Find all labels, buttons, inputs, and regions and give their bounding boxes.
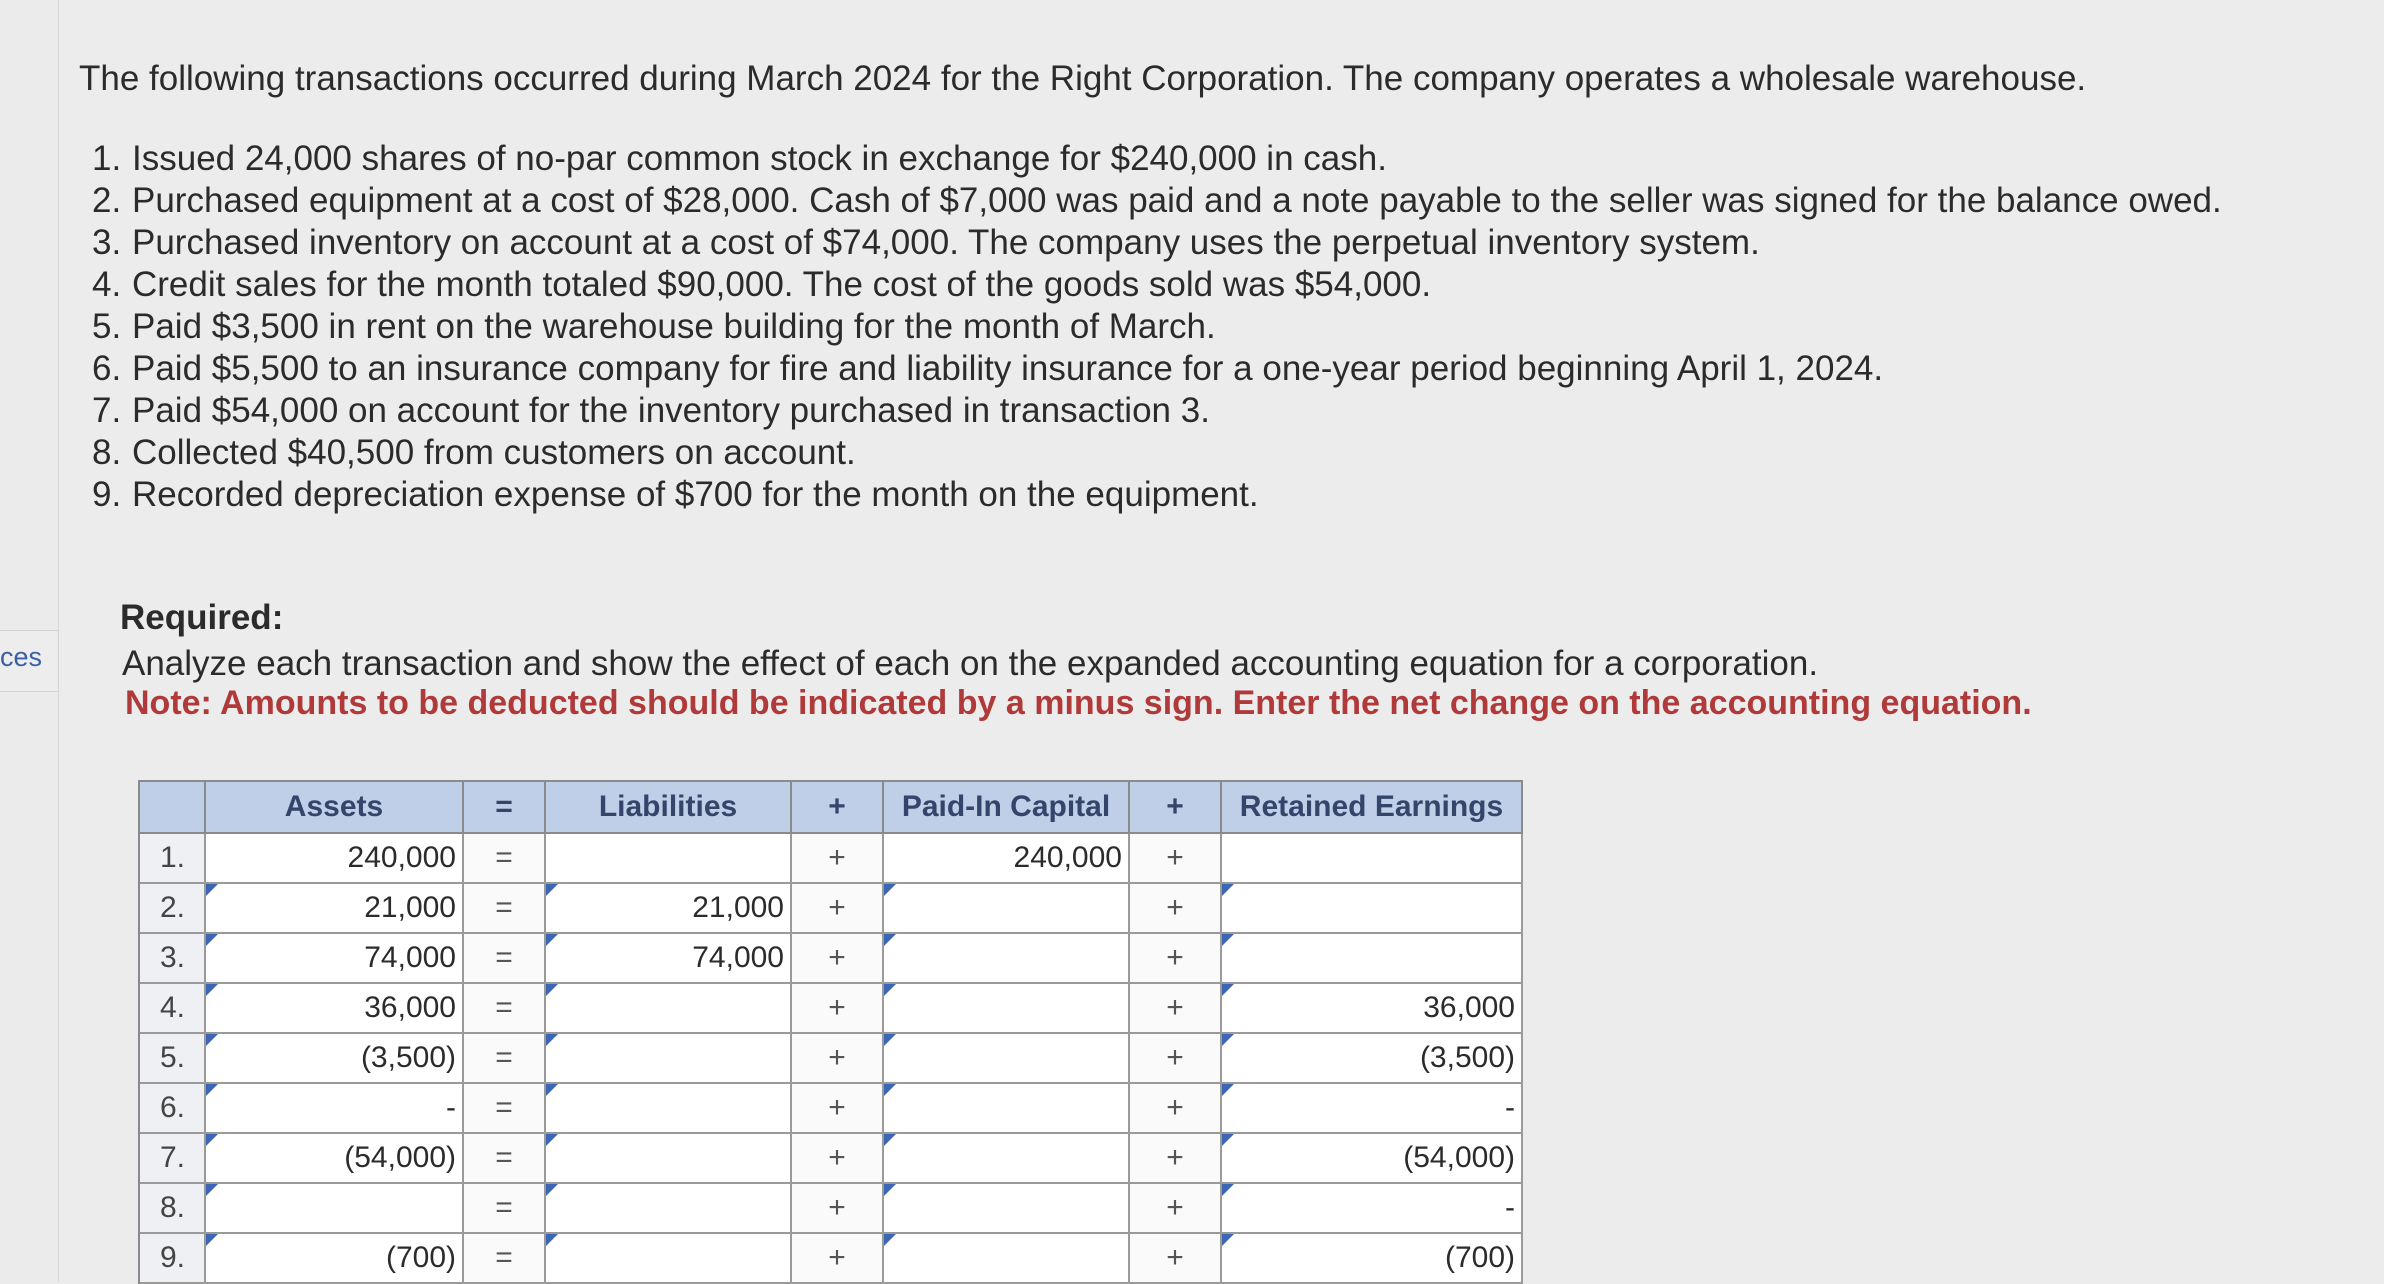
assets-input[interactable]: - [206, 1084, 462, 1132]
liabilities-input[interactable] [546, 1034, 790, 1082]
equals-sign: = [464, 1234, 546, 1284]
side-tab-label[interactable]: ces [0, 642, 43, 672]
table-row [140, 1134, 1523, 1184]
problem-intro: The following transactions occurred during March 2024 for the Right Corporation. The company operates a wholesale warehouse. [79, 59, 2087, 98]
header-plus-2: + [1130, 782, 1222, 834]
header-retained-earnings: Retained Earnings [1222, 782, 1523, 834]
paid-in-capital-cell [884, 884, 1130, 934]
row-number: 5. [140, 1034, 206, 1084]
transaction-text: Paid $3,500 in rent on the warehouse building for the month of March. [132, 307, 1216, 346]
assets-cell [206, 1134, 464, 1184]
table-header-row [140, 782, 1523, 834]
liabilities-input[interactable] [546, 1134, 790, 1182]
table-row [140, 984, 1523, 1034]
equals-sign: = [464, 884, 546, 934]
row-number: 8. [140, 1184, 206, 1234]
paid-in-capital-input[interactable] [884, 984, 1128, 1032]
note-text: Note: Amounts to be deducted should be indicated by a minus sign. Enter the net change on the accounting equation. [125, 684, 2032, 722]
assets-cell [206, 934, 464, 984]
retained-earnings-input[interactable]: - [1222, 1084, 1521, 1132]
retained-earnings-input[interactable]: (700) [1222, 1234, 1521, 1282]
paid-in-capital-input[interactable] [884, 934, 1128, 982]
transaction-text: Purchased inventory on account at a cost of $74,000. The company uses the perpetual inventory system. [132, 223, 1760, 262]
assets-input[interactable]: (54,000) [206, 1134, 462, 1182]
liabilities-cell [546, 1134, 792, 1184]
transaction-number: 8. [92, 433, 122, 472]
paid-in-capital-cell [884, 1134, 1130, 1184]
row-number: 2. [140, 884, 206, 934]
equals-sign: = [464, 1034, 546, 1084]
liabilities-cell [546, 1084, 792, 1134]
liabilities-cell [546, 984, 792, 1034]
liabilities-cell [546, 1184, 792, 1234]
assets-input[interactable]: 240,000 [206, 834, 462, 882]
retained-earnings-input[interactable] [1222, 934, 1521, 982]
row-number: 7. [140, 1134, 206, 1184]
transaction-item [92, 348, 2292, 390]
assets-cell [206, 1234, 464, 1284]
header-paid-in-capital: Paid-In Capital [884, 782, 1130, 834]
liabilities-cell [546, 1034, 792, 1084]
retained-earnings-input[interactable] [1222, 834, 1521, 882]
assets-cell [206, 1084, 464, 1134]
assets-input[interactable]: 21,000 [206, 884, 462, 932]
plus-sign: + [792, 834, 884, 884]
retained-earnings-cell [1222, 1084, 1523, 1134]
paid-in-capital-cell [884, 1034, 1130, 1084]
retained-earnings-cell [1222, 1184, 1523, 1234]
plus-sign: + [1130, 1234, 1222, 1284]
plus-sign: + [1130, 1034, 1222, 1084]
header-liabilities: Liabilities [546, 782, 792, 834]
assets-input[interactable] [206, 1184, 462, 1232]
transaction-number: 4. [92, 265, 122, 304]
plus-sign: + [792, 884, 884, 934]
assets-input[interactable]: (700) [206, 1234, 462, 1282]
paid-in-capital-input[interactable]: 240,000 [884, 834, 1128, 882]
equals-sign: = [464, 984, 546, 1034]
transaction-item [92, 138, 2292, 180]
transaction-number: 1. [92, 139, 122, 178]
row-number: 6. [140, 1084, 206, 1134]
transaction-item [92, 474, 2292, 516]
liabilities-input[interactable] [546, 1084, 790, 1132]
transaction-number: 5. [92, 307, 122, 346]
paid-in-capital-input[interactable] [884, 1134, 1128, 1182]
plus-sign: + [792, 1184, 884, 1234]
retained-earnings-input[interactable]: 36,000 [1222, 984, 1521, 1032]
header-equals: = [464, 782, 546, 834]
paid-in-capital-cell [884, 1084, 1130, 1134]
plus-sign: + [1130, 1134, 1222, 1184]
row-number: 1. [140, 834, 206, 884]
transaction-text: Paid $54,000 on account for the inventory purchased in transaction 3. [132, 391, 1210, 430]
assets-input[interactable]: 74,000 [206, 934, 462, 982]
transaction-item [92, 432, 2292, 474]
paid-in-capital-cell [884, 984, 1130, 1034]
accounting-equation-table [138, 780, 1523, 1284]
transaction-number: 2. [92, 181, 122, 220]
assets-input[interactable]: 36,000 [206, 984, 462, 1032]
plus-sign: + [1130, 1084, 1222, 1134]
paid-in-capital-input[interactable] [884, 1234, 1128, 1282]
transaction-item [92, 306, 2292, 348]
plus-sign: + [1130, 834, 1222, 884]
plus-sign: + [792, 1134, 884, 1184]
liabilities-input[interactable]: 74,000 [546, 934, 790, 982]
paid-in-capital-input[interactable] [884, 1034, 1128, 1082]
row-number: 9. [140, 1234, 206, 1284]
plus-sign: + [792, 1084, 884, 1134]
plus-sign: + [792, 1034, 884, 1084]
plus-sign: + [792, 934, 884, 984]
liabilities-cell [546, 834, 792, 884]
row-number: 4. [140, 984, 206, 1034]
transaction-text: Recorded depreciation expense of $700 for the month on the equipment. [132, 475, 1259, 514]
paid-in-capital-input[interactable] [884, 1084, 1128, 1132]
transaction-text: Credit sales for the month totaled $90,000. The cost of the goods sold was $54,000. [132, 265, 1432, 304]
transaction-item [92, 180, 2292, 222]
header-num [140, 782, 206, 834]
transaction-text: Collected $40,500 from customers on account. [132, 433, 856, 472]
equals-sign: = [464, 1184, 546, 1234]
assets-cell [206, 1034, 464, 1084]
retained-earnings-input[interactable] [1222, 884, 1521, 932]
paid-in-capital-cell [884, 934, 1130, 984]
plus-sign: + [1130, 884, 1222, 934]
row-number: 3. [140, 934, 206, 984]
equals-sign: = [464, 1134, 546, 1184]
assets-cell [206, 884, 464, 934]
retained-earnings-input[interactable]: - [1222, 1184, 1521, 1232]
table-row [140, 1184, 1523, 1234]
retained-earnings-cell [1222, 1134, 1523, 1184]
assets-cell [206, 984, 464, 1034]
liabilities-input[interactable] [546, 1234, 790, 1282]
liabilities-input[interactable] [546, 984, 790, 1032]
paid-in-capital-cell [884, 1184, 1130, 1234]
liabilities-cell [546, 1234, 792, 1284]
paid-in-capital-cell [884, 834, 1130, 884]
required-title: Required: [120, 598, 284, 637]
transaction-text: Issued 24,000 shares of no-par common stock in exchange for $240,000 in cash. [132, 139, 1387, 178]
transaction-number: 7. [92, 391, 122, 430]
retained-earnings-cell [1222, 1234, 1523, 1284]
transaction-text: Paid $5,500 to an insurance company for fire and liability insurance for a one-year period beginning April 1, 2024. [132, 349, 1884, 388]
plus-sign: + [792, 1234, 884, 1284]
plus-sign: + [792, 984, 884, 1034]
equals-sign: = [464, 934, 546, 984]
retained-earnings-cell [1222, 934, 1523, 984]
paid-in-capital-cell [884, 1234, 1130, 1284]
header-assets: Assets [206, 782, 464, 834]
transactions-list [92, 138, 2292, 516]
table-row [140, 884, 1523, 934]
transaction-text: Purchased equipment at a cost of $28,000. Cash of $7,000 was paid and a note payable to the seller was signed for the balance owed. [132, 181, 2222, 220]
transaction-item [92, 390, 2292, 432]
equals-sign: = [464, 834, 546, 884]
paid-in-capital-input[interactable] [884, 884, 1128, 932]
transaction-item [92, 222, 2292, 264]
plus-sign: + [1130, 934, 1222, 984]
equals-sign: = [464, 1084, 546, 1134]
transaction-number: 6. [92, 349, 122, 388]
retained-earnings-input[interactable]: (54,000) [1222, 1134, 1521, 1182]
table-row [140, 1084, 1523, 1134]
transaction-number: 9. [92, 475, 122, 514]
liabilities-input[interactable] [546, 834, 790, 882]
retained-earnings-cell [1222, 834, 1523, 884]
plus-sign: + [1130, 984, 1222, 1034]
liabilities-cell [546, 884, 792, 934]
assets-cell [206, 834, 464, 884]
paid-in-capital-input[interactable] [884, 1184, 1128, 1232]
table-row [140, 1034, 1523, 1084]
table-row [140, 934, 1523, 984]
liabilities-input[interactable]: 21,000 [546, 884, 790, 932]
retained-earnings-input[interactable]: (3,500) [1222, 1034, 1521, 1082]
transaction-number: 3. [92, 223, 122, 262]
table-row [140, 834, 1523, 884]
required-text: Analyze each transaction and show the effect of each on the expanded accounting equation for a corporation. [122, 644, 1819, 683]
assets-input[interactable]: (3,500) [206, 1034, 462, 1082]
retained-earnings-cell [1222, 984, 1523, 1034]
table-row [140, 1234, 1523, 1284]
liabilities-cell [546, 934, 792, 984]
transaction-item [92, 264, 2292, 306]
retained-earnings-cell [1222, 1034, 1523, 1084]
liabilities-input[interactable] [546, 1184, 790, 1232]
plus-sign: + [1130, 1184, 1222, 1234]
header-plus-1: + [792, 782, 884, 834]
assets-cell [206, 1184, 464, 1234]
retained-earnings-cell [1222, 884, 1523, 934]
